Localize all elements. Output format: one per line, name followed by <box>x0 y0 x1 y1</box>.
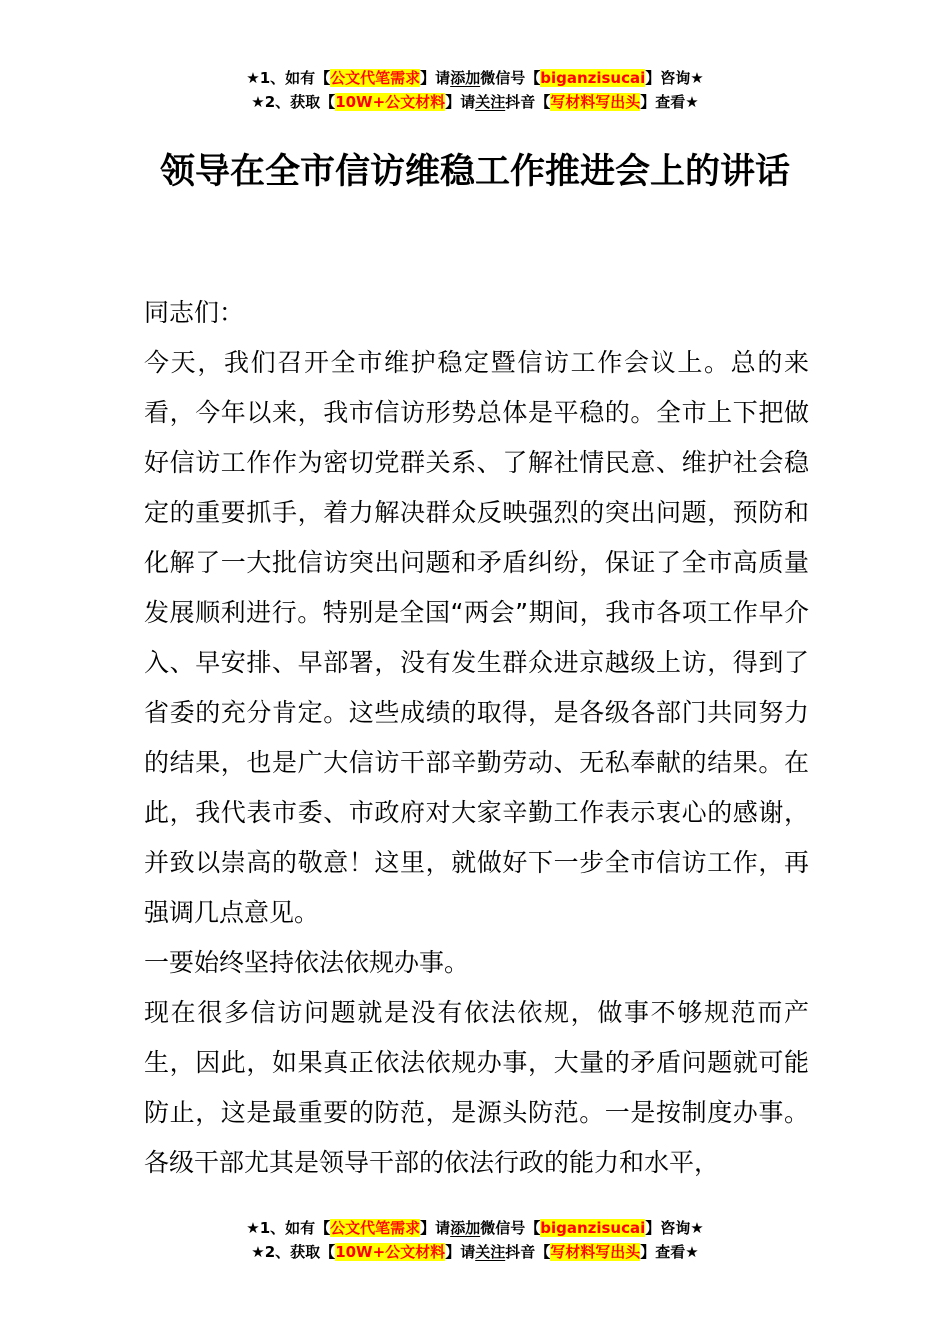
promo-text: 微信号【 <box>480 1219 541 1237</box>
promo-highlight-materials: 10W+公文材料 <box>335 93 446 111</box>
promo-underlined-text: 添加 <box>450 69 481 87</box>
promo-text: 】请 <box>420 69 451 87</box>
promo-underlined-text: 添加 <box>450 1219 481 1237</box>
section-heading: 一要始终坚持依法依规办事。 <box>144 948 470 977</box>
header-promo-banner <box>0 66 950 114</box>
promo-text: 】咨询★ <box>645 1219 704 1237</box>
paragraph: 今天，我们召开全市维护稳定暨信访工作会议上。总的来看，今年以来，我市信访形势总体是平稳的。全市上下把做好信访工作作为密切党群关系、了解社情民意、维护社会稳定的重要抓手，着力解决群众反映强烈的突出问题，预防和化解了一大批信访突出问题和矛盾纠纷，保证了全市高质量发展顺利进行。特别是全国“两会”期间，我市各项工作早介入、早安排、早部署，没有发生群众进京越级上访，得到了省委的充分肯定。这些成绩的取得，是各级各部门共同努力的结果，也是广大信访干部辛勤劳动、无私奉献的结果。在此，我代表市委、市政府对大家辛勤工作表示衷心的感谢，并致以崇高的敬意！这里，就做好下一步全市信访工作，再强调几点意见。 <box>144 348 809 927</box>
promo-underlined-text: 关注 <box>475 93 506 111</box>
header-promo-line-1 <box>0 66 950 90</box>
header-promo-line-2 <box>0 90 950 114</box>
promo-text: 】查看★ <box>640 93 699 111</box>
paragraph: 现在很多信访问题就是没有依法依规，做事不够规范而产生，因此，如果真正依法依规办事，大量的矛盾问题就可能防止，这是最重要的防范，是源头防范。一是按制度办事。各级干部尤其是领导干部的依法行政的能力和水平， <box>144 998 809 1177</box>
promo-highlight-service: 公文代笔需求 <box>330 1219 421 1237</box>
promo-highlight-douyin: 写材料写出头 <box>550 1243 641 1261</box>
document-title: 领导在全市信访维稳工作推进会上的讲话 <box>159 152 790 192</box>
promo-text: 微信号【 <box>480 69 541 87</box>
promo-highlight-materials: 10W+公文材料 <box>335 1243 446 1261</box>
promo-text: 抖音【 <box>505 1243 551 1261</box>
footer-promo-banner <box>0 1216 950 1264</box>
footer-promo-line-2 <box>0 1240 950 1264</box>
promo-text: ★1、如有【 <box>246 1219 331 1237</box>
promo-highlight-service: 公文代笔需求 <box>330 69 421 87</box>
footer-promo-line-1 <box>0 1216 950 1240</box>
promo-highlight-wechat-id: biganzisucai <box>540 69 646 87</box>
promo-highlight-douyin: 写材料写出头 <box>550 93 641 111</box>
promo-text: 】请 <box>445 1243 476 1261</box>
promo-text: 】查看★ <box>640 1243 699 1261</box>
promo-text: ★2、获取【 <box>251 93 336 111</box>
promo-text: ★2、获取【 <box>251 1243 336 1261</box>
promo-underlined-text: 关注 <box>475 1243 506 1261</box>
promo-text: 】请 <box>420 1219 451 1237</box>
promo-text: 】咨询★ <box>645 69 704 87</box>
promo-text: 】请 <box>445 93 476 111</box>
document-body <box>144 288 809 1188</box>
promo-text: ★1、如有【 <box>246 69 331 87</box>
promo-highlight-wechat-id: biganzisucai <box>540 1219 646 1237</box>
salutation: 同志们： <box>144 298 245 327</box>
promo-text: 抖音【 <box>505 93 551 111</box>
